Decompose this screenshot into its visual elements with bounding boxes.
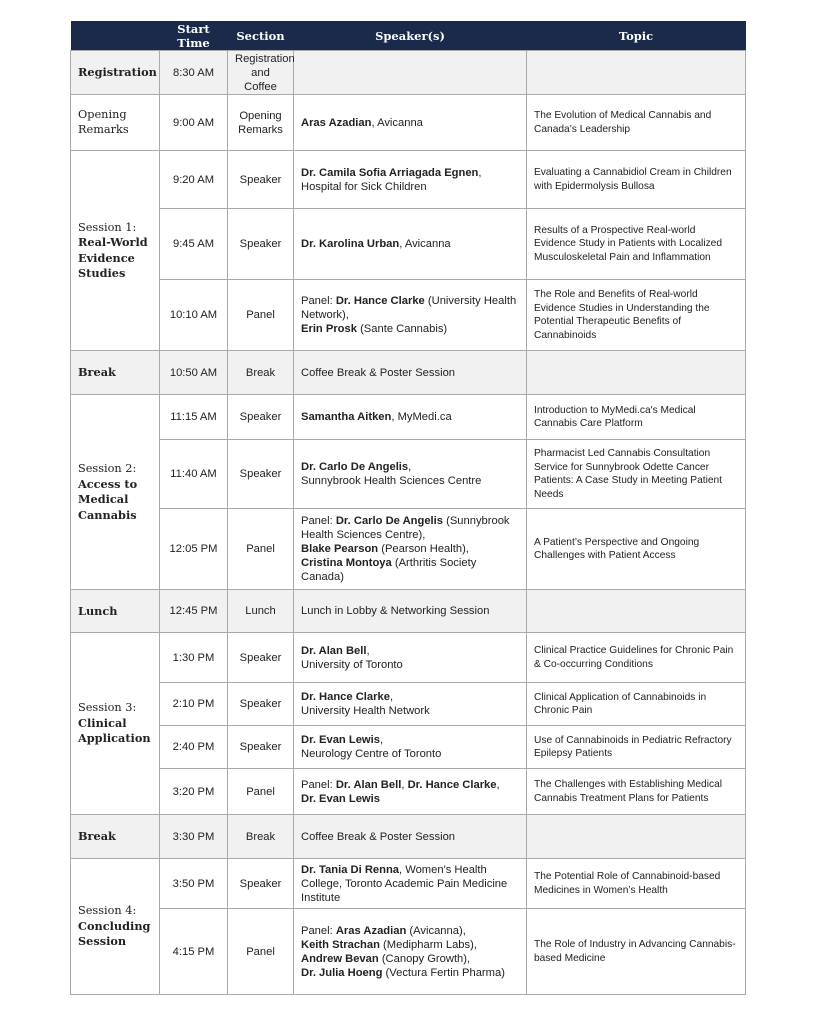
table-row [71, 590, 746, 633]
topic-cell: The Potential Role of Cannabinoid-based Medicines in Women’s Health [527, 859, 746, 909]
start-time-cell: 8:30 AM [160, 51, 228, 95]
speaker-cell: Panel: Dr. Hance Clarke (University Health Network), Erin Prosk (Sante Cannabis) [294, 280, 527, 351]
speaker-cell [294, 51, 527, 95]
table-row [71, 633, 746, 683]
speaker-cell: Panel: Dr. Carlo De Angelis (Sunnybrook Health Sciences Centre), Blake Pearson (Pearson Health), Cristina Montoya (Arthritis Society Canada) [294, 509, 527, 590]
start-time-cell: 9:45 AM [160, 209, 228, 280]
topic-cell: Clinical Application of Cannabinoids in Chronic Pain [527, 683, 746, 726]
table-row [71, 395, 746, 440]
speaker-cell: Coffee Break & Poster Session [294, 351, 527, 395]
header-row [71, 21, 746, 51]
topic-cell [527, 815, 746, 859]
section-cell: Speaker [228, 683, 294, 726]
section-cell: Speaker [228, 209, 294, 280]
speaker-cell: Dr. Karolina Urban, Avicanna [294, 209, 527, 280]
start-time-cell: 12:45 PM [160, 590, 228, 633]
table-row [71, 769, 746, 815]
speaker-cell: Samantha Aitken, MyMedi.ca [294, 395, 527, 440]
speaker-cell: Dr. Camila Sofia Arriagada Egnen, Hospital for Sick Children [294, 151, 527, 209]
table-row [71, 280, 746, 351]
header-session [71, 21, 160, 51]
speaker-cell: Dr. Carlo De Angelis, Sunnybrook Health Sciences Centre [294, 440, 527, 509]
topic-cell [527, 590, 746, 633]
table-row [71, 859, 746, 909]
start-time-cell: 11:15 AM [160, 395, 228, 440]
start-time-cell: 9:00 AM [160, 95, 228, 151]
section-cell: Panel [228, 769, 294, 815]
topic-cell: The Evolution of Medical Cannabis and Canada’s Leadership [527, 95, 746, 151]
session-cell: Session 1: Real-World Evidence Studies [71, 151, 160, 351]
section-cell: Speaker [228, 859, 294, 909]
header-section: Section [228, 21, 294, 51]
start-time-cell: 2:10 PM [160, 683, 228, 726]
section-cell: Panel [228, 280, 294, 351]
session-cell: Session 4: Concluding Session [71, 859, 160, 995]
section-cell: Break [228, 815, 294, 859]
topic-cell: Clinical Practice Guidelines for Chronic Pain & Co-occurring Conditions [527, 633, 746, 683]
topic-cell: The Role of Industry in Advancing Cannabis-based Medicine [527, 909, 746, 995]
session-cell: Break [71, 351, 160, 395]
section-cell: Lunch [228, 590, 294, 633]
start-time-cell: 1:30 PM [160, 633, 228, 683]
topic-cell: Evaluating a Cannabidiol Cream in Children with Epidermolysis Bullosa [527, 151, 746, 209]
table-row [71, 351, 746, 395]
speaker-cell: Aras Azadian, Avicanna [294, 95, 527, 151]
section-cell: Speaker [228, 726, 294, 769]
speaker-cell: Panel: Aras Azadian (Avicanna), Keith Strachan (Medipharm Labs), Andrew Bevan (Canopy Growth), Dr. Julia Hoeng (Vectura Fertin Pharma) [294, 909, 527, 995]
section-cell: Registration and Coffee [228, 51, 294, 95]
start-time-cell: 10:50 AM [160, 351, 228, 395]
table-row [71, 909, 746, 995]
session-cell: Opening Remarks [71, 95, 160, 151]
section-cell: Speaker [228, 440, 294, 509]
start-time-cell: 3:50 PM [160, 859, 228, 909]
topic-cell: The Role and Benefits of Real-world Evidence Studies in Understanding the Potential Therapeutic Benefits of Cannabinoids [527, 280, 746, 351]
session-cell: Session 3: Clinical Application [71, 633, 160, 815]
topic-cell [527, 51, 746, 95]
table-row [71, 51, 746, 95]
table-row [71, 683, 746, 726]
start-time-cell: 9:20 AM [160, 151, 228, 209]
table-row [71, 440, 746, 509]
header-speakers: Speaker(s) [294, 21, 527, 51]
section-cell: Opening Remarks [228, 95, 294, 151]
start-time-cell: 12:05 PM [160, 509, 228, 590]
section-cell: Speaker [228, 151, 294, 209]
section-cell: Panel [228, 909, 294, 995]
session-cell: Session 2: Access to Medical Cannabis [71, 395, 160, 590]
start-time-cell: 2:40 PM [160, 726, 228, 769]
start-time-cell: 10:10 AM [160, 280, 228, 351]
header-start-time: Start Time [160, 21, 228, 51]
speaker-cell: Panel: Dr. Alan Bell, Dr. Hance Clarke, Dr. Evan Lewis [294, 769, 527, 815]
table-row [71, 815, 746, 859]
topic-cell [527, 351, 746, 395]
section-cell: Panel [228, 509, 294, 590]
start-time-cell: 3:30 PM [160, 815, 228, 859]
table-row [71, 151, 746, 209]
schedule-table [70, 21, 746, 995]
section-cell: Speaker [228, 633, 294, 683]
topic-cell: Pharmacist Led Cannabis Consultation Service for Sunnybrook Odette Cancer Patients: A Case Study in Meeting Patient Needs [527, 440, 746, 509]
table-row [71, 95, 746, 151]
table-row [71, 726, 746, 769]
speaker-cell: Dr. Evan Lewis, Neurology Centre of Toronto [294, 726, 527, 769]
speaker-cell: Dr. Alan Bell, University of Toronto [294, 633, 527, 683]
session-cell: Lunch [71, 590, 160, 633]
start-time-cell: 3:20 PM [160, 769, 228, 815]
topic-cell: Introduction to MyMedi.ca's Medical Cannabis Care Platform [527, 395, 746, 440]
session-cell: Registration [71, 51, 160, 95]
table-row [71, 209, 746, 280]
speaker-cell: Lunch in Lobby & Networking Session [294, 590, 527, 633]
topic-cell: A Patient’s Perspective and Ongoing Challenges with Patient Access [527, 509, 746, 590]
speaker-cell: Dr. Hance Clarke, University Health Network [294, 683, 527, 726]
topic-cell: Use of Cannabinoids in Pediatric Refractory Epilepsy Patients [527, 726, 746, 769]
speaker-cell: Coffee Break & Poster Session [294, 815, 527, 859]
topic-cell: The Challenges with Establishing Medical Cannabis Treatment Plans for Patients [527, 769, 746, 815]
table-row [71, 509, 746, 590]
section-cell: Speaker [228, 395, 294, 440]
topic-cell: Results of a Prospective Real-world Evidence Study in Patients with Localized Musculoskeletal Pain and Inflammation [527, 209, 746, 280]
session-cell: Break [71, 815, 160, 859]
section-cell: Break [228, 351, 294, 395]
speaker-cell: Dr. Tania Di Renna, Women's Health College, Toronto Academic Pain Medicine Institute [294, 859, 527, 909]
start-time-cell: 4:15 PM [160, 909, 228, 995]
header-topic: Topic [527, 21, 746, 51]
start-time-cell: 11:40 AM [160, 440, 228, 509]
